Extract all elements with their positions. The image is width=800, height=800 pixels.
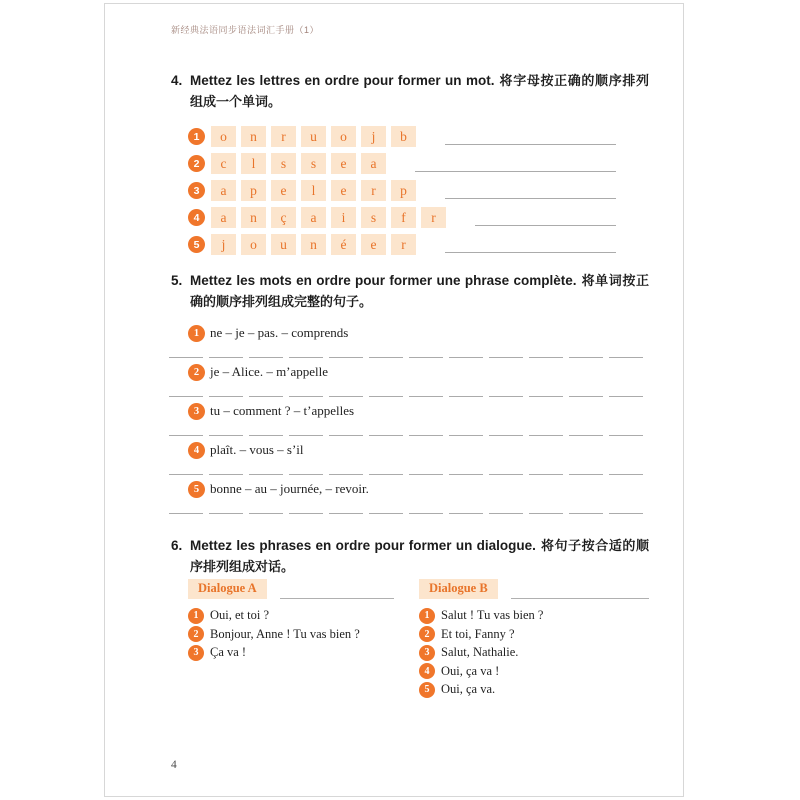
letter-row	[188, 153, 649, 174]
letter-tile: r	[361, 180, 386, 201]
segmented-answer-line	[169, 435, 648, 436]
sentence-words-row	[169, 402, 648, 420]
letter-tile: a	[211, 180, 236, 201]
dialogue-b-header	[419, 581, 649, 599]
section-6-heading	[171, 535, 649, 577]
letter-tile: l	[301, 180, 326, 201]
dialogue-line-text: Ça va !	[210, 645, 247, 659]
sentence-words-row	[169, 363, 648, 381]
letter-tile: l	[241, 153, 266, 174]
segmented-answer-line	[169, 357, 648, 358]
item-number-badge: 2	[188, 364, 205, 381]
dialogue-b-items	[419, 608, 649, 697]
section-4-items	[188, 126, 649, 261]
letter-tile: o	[241, 234, 266, 255]
section-6-title-chinese: 将句子按合适的顺序排列组成对话。	[190, 538, 649, 574]
dialogue-line-text: Salut, Nathalie.	[441, 645, 519, 659]
section-5-number: 5.	[171, 273, 183, 288]
running-header: 新经典法语同步语法词汇手册（1）	[171, 25, 320, 35]
dialogue-line-text: Salut ! Tu vas bien ?	[441, 608, 544, 622]
section-6-number: 6.	[171, 538, 183, 553]
section-6-dialogues	[188, 581, 649, 701]
letter-tile: b	[391, 126, 416, 147]
letter-row	[188, 180, 649, 201]
letter-tile: e	[271, 180, 296, 201]
section-6-title	[190, 535, 649, 577]
dialogue-b-column	[419, 581, 649, 701]
dialogue-line	[188, 645, 394, 660]
item-number-badge: 3	[188, 182, 205, 199]
dialogue-a-items	[188, 608, 394, 660]
item-number-badge: 4	[188, 442, 205, 459]
dialogue-line-text: Oui, et toi ?	[210, 608, 270, 622]
answer-line	[445, 182, 616, 199]
segmented-answer-line	[169, 396, 648, 397]
sentence-words: ne – je – pas. – comprends	[210, 325, 349, 340]
letter-tile: n	[301, 234, 326, 255]
answer-line	[445, 236, 616, 253]
sentence-item	[169, 402, 648, 436]
letter-tile: r	[271, 126, 296, 147]
sentence-item	[169, 441, 648, 475]
sentence-words: je – Alice. – m’appelle	[210, 364, 329, 379]
answer-line	[415, 155, 616, 172]
section-5-heading	[171, 270, 649, 312]
letter-tile: n	[241, 126, 266, 147]
section-4-title-french: Mettez les lettres en ordre pour former un mot.	[190, 73, 495, 88]
item-number-badge: 3	[188, 403, 205, 420]
book-page	[104, 3, 684, 797]
answer-line	[475, 209, 616, 226]
section-4-title-chinese: 将字母按正确的顺序排列组成一个单词。	[190, 73, 649, 109]
letter-tile: p	[391, 180, 416, 201]
sentence-item	[169, 480, 648, 514]
section-4-number: 4.	[171, 73, 183, 88]
dialogue-line	[188, 627, 394, 642]
dialogue-line-text: Oui, ça va.	[441, 682, 496, 696]
segmented-answer-line	[169, 474, 648, 475]
letter-tile: s	[271, 153, 296, 174]
item-number-badge: 2	[188, 155, 205, 172]
item-number-badge: 1	[188, 608, 204, 624]
item-number-badge: 4	[419, 663, 435, 679]
section-5-title	[190, 270, 649, 312]
item-number-badge: 5	[188, 481, 205, 498]
section-5-title-chinese: 将单词按正确的顺序排列组成完整的句子。	[190, 273, 649, 309]
item-number-badge: 1	[188, 325, 205, 342]
letter-tile: r	[391, 234, 416, 255]
letter-tile: a	[211, 207, 236, 228]
dialogue-line-text: Oui, ça va !	[441, 663, 500, 678]
letter-row	[188, 126, 649, 147]
letter-tile: s	[361, 207, 386, 228]
section-4-heading	[171, 70, 649, 112]
letter-tile: e	[331, 153, 356, 174]
sentence-words: tu – comment ? – t’appelles	[210, 403, 355, 418]
letter-tile: e	[331, 180, 356, 201]
dialogue-a-header	[188, 581, 394, 599]
letter-tile: r	[421, 207, 446, 228]
letter-tile: ç	[271, 207, 296, 228]
letter-tile: u	[301, 126, 326, 147]
section-6-title-french: Mettez les phrases en ordre pour former un dialogue.	[190, 538, 536, 553]
sentence-words-row	[169, 441, 648, 459]
letter-tile: a	[361, 153, 386, 174]
dialogue-b-label: Dialogue B	[419, 579, 498, 599]
sentence-words: plaît. – vous – s’il	[210, 442, 304, 457]
item-number-badge: 2	[188, 626, 204, 642]
letter-tile: j	[361, 126, 386, 147]
sentence-words: bonne – au – journée, – revoir.	[210, 481, 369, 496]
section-5-items	[169, 324, 648, 519]
item-number-badge: 2	[419, 626, 435, 642]
letter-tile: p	[241, 180, 266, 201]
letter-tile: s	[301, 153, 326, 174]
dialogue-line	[419, 627, 649, 642]
item-number-badge: 5	[188, 236, 205, 253]
letter-tile: e	[361, 234, 386, 255]
dialogue-a-answer-line	[280, 583, 394, 599]
letter-tile: f	[391, 207, 416, 228]
letter-tile: é	[331, 234, 356, 255]
dialogue-line	[419, 682, 649, 697]
letter-tile: n	[241, 207, 266, 228]
segmented-answer-line	[169, 513, 648, 514]
sentence-words-row	[169, 324, 648, 342]
item-number-badge: 3	[419, 645, 435, 661]
letter-row	[188, 234, 649, 255]
dialogue-line	[419, 664, 649, 679]
sentence-item	[169, 363, 648, 397]
item-number-badge: 1	[188, 128, 205, 145]
answer-line	[445, 128, 616, 145]
letter-tile: c	[211, 153, 236, 174]
letter-tile: j	[211, 234, 236, 255]
item-number-badge: 5	[419, 682, 435, 698]
dialogue-b-answer-line	[511, 583, 649, 599]
dialogue-line	[419, 645, 649, 660]
letter-tile: a	[301, 207, 326, 228]
sentence-words-row	[169, 480, 648, 498]
section-4-title	[190, 70, 649, 112]
section-5-title-french: Mettez les mots en ordre pour former une phrase complète.	[190, 273, 577, 288]
letter-tile: o	[211, 126, 236, 147]
dialogue-a-label: Dialogue A	[188, 579, 267, 599]
sentence-item	[169, 324, 648, 358]
letter-tile: o	[331, 126, 356, 147]
letter-tile: u	[271, 234, 296, 255]
page-number: 4	[171, 759, 177, 771]
letter-tile: i	[331, 207, 356, 228]
dialogue-line-text: Et toi, Fanny ?	[441, 626, 515, 641]
dialogue-line	[419, 608, 649, 623]
dialogue-line-text: Bonjour, Anne ! Tu vas bien ?	[210, 626, 360, 641]
dialogue-line	[188, 608, 394, 623]
item-number-badge: 1	[419, 608, 435, 624]
dialogue-a-column	[188, 581, 394, 701]
letter-row	[188, 207, 649, 228]
item-number-badge: 4	[188, 209, 205, 226]
item-number-badge: 3	[188, 645, 204, 661]
